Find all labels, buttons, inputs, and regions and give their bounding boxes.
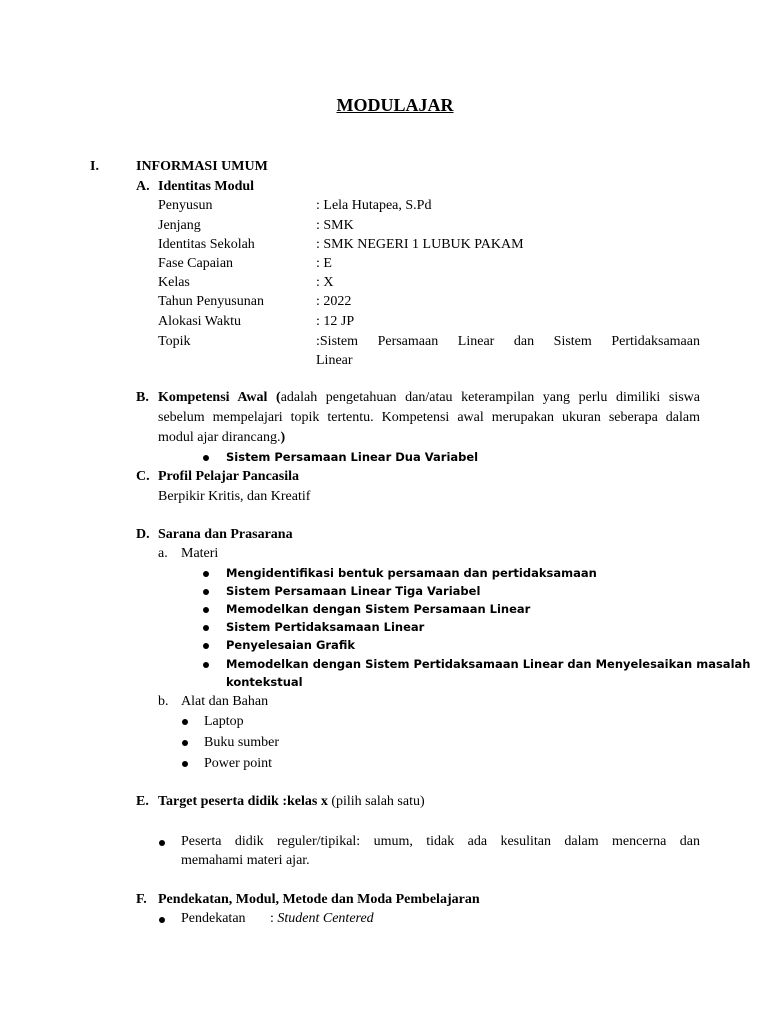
target-line bbox=[158, 794, 425, 810]
section-number: I. bbox=[90, 159, 99, 174]
competency-item: Sistem Persamaan Linear Dua Variabel bbox=[226, 450, 479, 464]
list-marker-b: b. bbox=[158, 694, 169, 709]
bullet-icon bbox=[203, 455, 209, 461]
subsection-c-letter: C. bbox=[136, 469, 150, 484]
bullet-icon bbox=[182, 740, 188, 746]
topic-value: :Sistem Persamaan Linear dan Sistem Pertidaksamaan bbox=[316, 334, 700, 349]
subsection-b-letter: B. bbox=[136, 390, 149, 405]
materi-title: Materi bbox=[181, 546, 219, 561]
alat-item: Buku sumber bbox=[204, 735, 280, 750]
subsection-a-title: Identitas Modul bbox=[158, 179, 255, 194]
document-title: MODULAJAR bbox=[336, 95, 454, 115]
bullet-icon bbox=[203, 607, 209, 613]
target-note: (pilih salah satu) bbox=[327, 794, 425, 809]
identity-value: : E bbox=[316, 256, 332, 271]
approach-label: Pendekatan bbox=[181, 911, 246, 926]
identity-label: Fase Capaian bbox=[158, 256, 234, 271]
alat-item: Laptop bbox=[204, 714, 244, 729]
target-item-cont: memahami materi ajar. bbox=[181, 853, 310, 868]
subsection-d-title: Sarana dan Prasarana bbox=[158, 527, 293, 542]
subsection-b-title: Kompetensi Awal bbox=[158, 390, 268, 405]
identity-value: : Lela Hutapea, S.Pd bbox=[316, 198, 432, 213]
identity-value: : 2022 bbox=[316, 294, 352, 309]
subsection-e-title: Target peserta didik :kelas x bbox=[158, 794, 328, 809]
target-item: Peserta didik reguler/tipikal: umum, tidak ada kesulitan dalam mencerna dan bbox=[181, 834, 700, 849]
identity-value: : SMK bbox=[316, 218, 354, 233]
bullet-icon bbox=[203, 571, 209, 577]
paren-open: ( bbox=[267, 390, 281, 405]
subsection-f-letter: F. bbox=[136, 892, 147, 907]
materi-item: Mengidentifikasi bentuk persamaan dan pertidaksamaan bbox=[226, 566, 597, 580]
subsection-d-letter: D. bbox=[136, 527, 150, 542]
alat-title: Alat dan Bahan bbox=[181, 694, 269, 709]
identity-label: Topik bbox=[158, 334, 191, 349]
profile-text: Berpikir Kritis, dan Kreatif bbox=[158, 489, 311, 504]
competency-desc-2: sebelum mempelajari topik tertentu. Kompetensi awal merupakan ukuran seberapa dalam bbox=[158, 410, 700, 425]
subsection-c-title: Profil Pelajar Pancasila bbox=[158, 469, 300, 484]
subsection-f-title: Pendekatan, Modul, Metode dan Moda Pembelajaran bbox=[158, 892, 480, 907]
identity-value: : X bbox=[316, 275, 334, 290]
section-title: INFORMASI UMUM bbox=[136, 159, 268, 174]
bullet-icon bbox=[203, 625, 209, 631]
identity-label: Jenjang bbox=[158, 218, 201, 233]
bullet-icon bbox=[203, 643, 209, 649]
topic-value-cont: Linear bbox=[316, 353, 353, 368]
bullet-icon bbox=[182, 719, 188, 725]
bullet-icon bbox=[203, 589, 209, 595]
subsection-a-letter: A. bbox=[136, 179, 150, 194]
identity-label: Penyusun bbox=[158, 198, 213, 213]
materi-item: Sistem Persamaan Linear Tiga Variabel bbox=[226, 584, 481, 598]
competency-desc-3: modul ajar dirancang. bbox=[158, 430, 281, 445]
materi-item: Sistem Pertidaksamaan Linear bbox=[226, 620, 425, 634]
materi-item-cont: kontekstual bbox=[226, 675, 303, 689]
bullet-icon bbox=[203, 662, 209, 668]
competency-desc-1: adalah pengetahuan dan/atau keterampilan yang perlu dimiliki siswa bbox=[280, 390, 700, 405]
materi-item: Penyelesaian Grafik bbox=[226, 638, 355, 652]
alat-item: Power point bbox=[204, 756, 273, 771]
competency-line-1 bbox=[158, 390, 700, 406]
bullet-icon bbox=[159, 917, 165, 923]
bullet-icon bbox=[159, 840, 165, 846]
identity-label: Tahun Penyusunan bbox=[158, 294, 264, 309]
competency-line-3 bbox=[158, 430, 285, 446]
identity-value: : 12 JP bbox=[316, 314, 355, 329]
approach-separator: : bbox=[270, 911, 278, 926]
subsection-e-letter: E. bbox=[136, 794, 149, 809]
identity-label: Identitas Sekolah bbox=[158, 237, 255, 252]
identity-label: Alokasi Waktu bbox=[158, 314, 241, 329]
identity-value: : SMK NEGERI 1 LUBUK PAKAM bbox=[316, 237, 524, 252]
materi-item: Memodelkan dengan Sistem Pertidaksamaan Linear dan Menyelesaikan masalah bbox=[226, 657, 751, 671]
materi-item: Memodelkan dengan Sistem Persamaan Linear bbox=[226, 602, 531, 616]
paren-close: ) bbox=[280, 430, 286, 445]
bullet-icon bbox=[182, 761, 188, 767]
approach-line bbox=[270, 911, 374, 927]
approach-value: Student Centered bbox=[277, 911, 374, 926]
identity-label: Kelas bbox=[158, 275, 190, 290]
list-marker-a: a. bbox=[158, 546, 168, 561]
